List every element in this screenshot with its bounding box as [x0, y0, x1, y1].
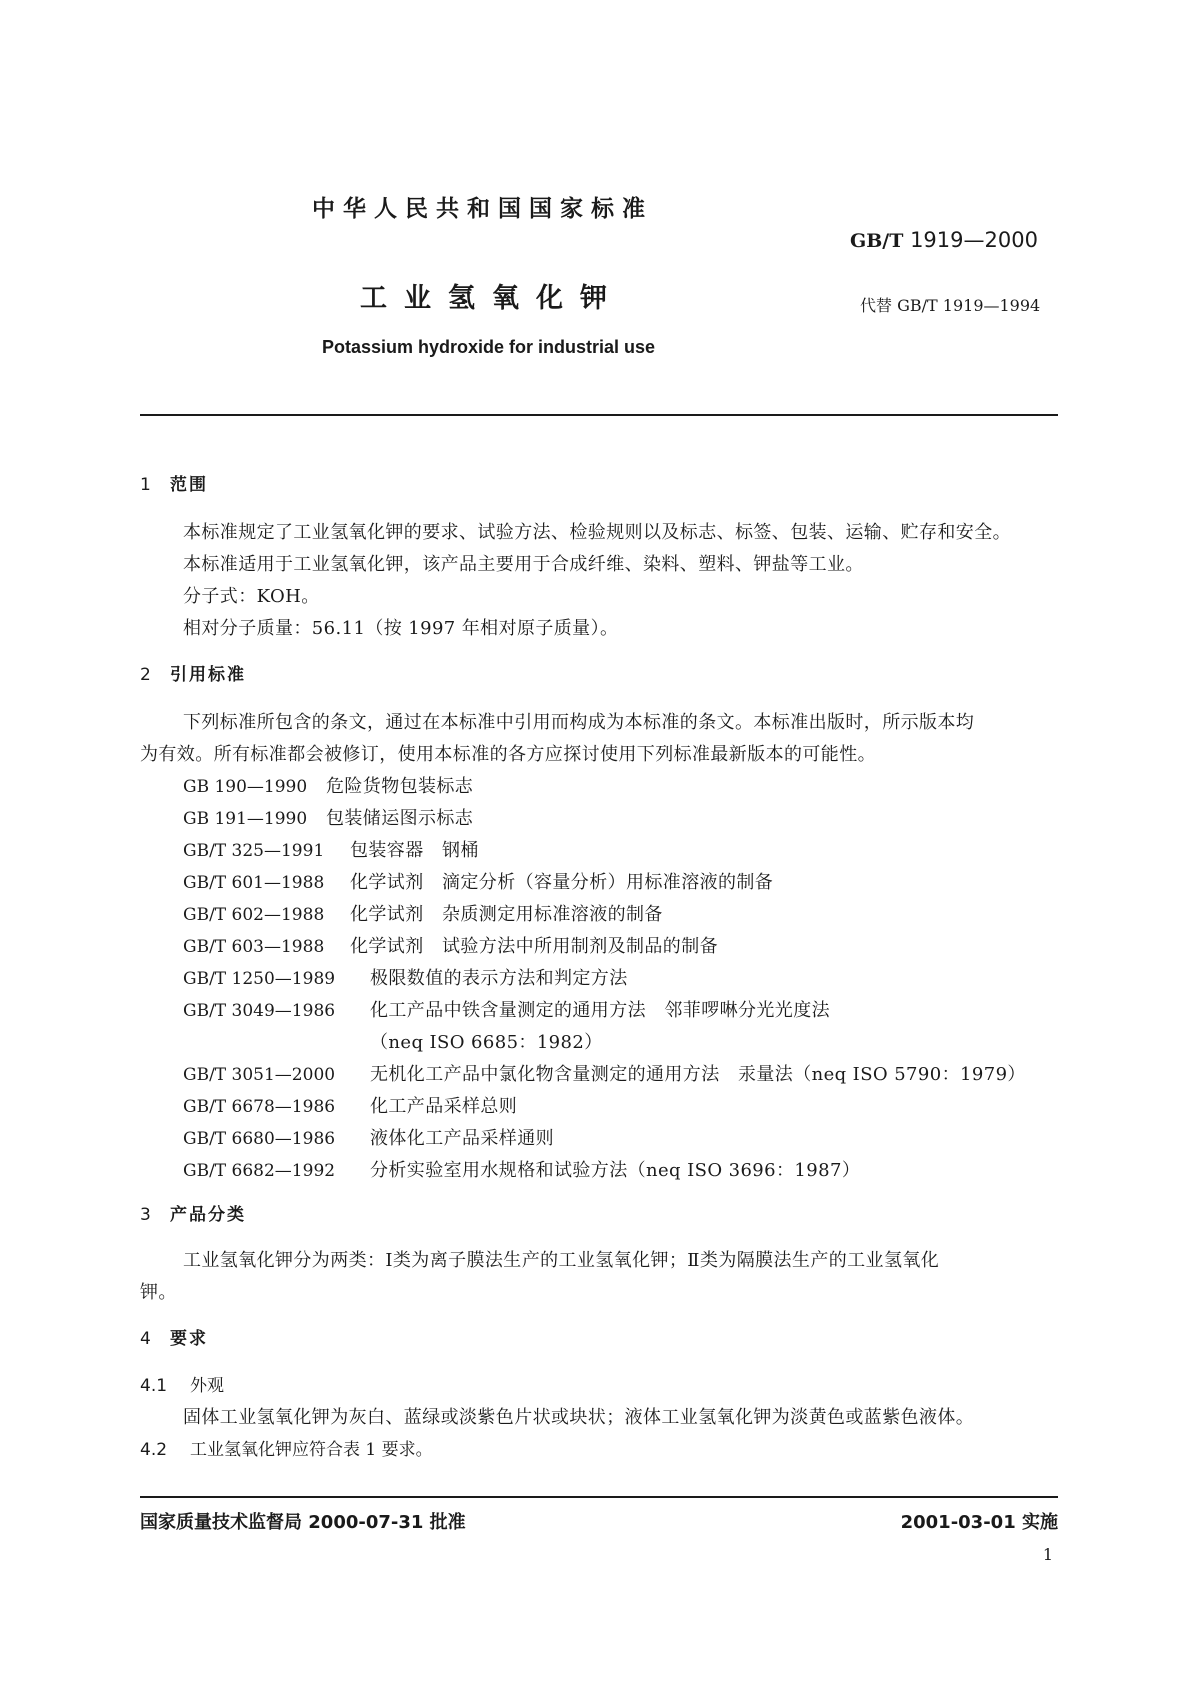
subsection-number: 4.1: [140, 1376, 168, 1396]
page-number: 1: [1042, 1545, 1053, 1564]
standard-code: [850, 228, 1038, 252]
reference-code: GB/T 1250—1989: [183, 969, 336, 989]
reference-row: [183, 772, 473, 798]
section-title: 要求: [170, 1329, 208, 1349]
reference-row: [183, 804, 473, 830]
section-title: 引用标准: [170, 665, 246, 685]
section-1-paragraph: 分子式：KOH。: [183, 586, 320, 607]
replaces-standard: 代替 GB/T 1919—1994: [860, 296, 1041, 315]
approval-note: 国家质量技术监督局 2000-07-31 批准: [140, 1512, 466, 1533]
reference-title: （neq ISO 6685：1982）: [370, 1032, 603, 1053]
subsection-4-1-paragraph: 固体工业氢氧化钾为灰白、蓝绿或淡紫色片状或块状；液体工业氢氧化钾为淡黄色或蓝紫色液体。: [183, 1407, 975, 1428]
implementation-date: 2001-03-01 实施: [900, 1512, 1058, 1533]
reference-code: GB/T 602—1988: [183, 905, 325, 925]
header-divider: [140, 414, 1058, 416]
reference-code: GB 191—1990: [183, 809, 308, 829]
section-number: 2: [140, 665, 151, 685]
reference-title: 化工产品中铁含量测定的通用方法 邻菲啰啉分光光度法: [370, 1000, 830, 1021]
section-number: 1: [140, 475, 151, 495]
reference-code: GB/T 325—1991: [183, 841, 325, 861]
reference-row-continued: [370, 1028, 603, 1054]
english-title: Potassium hydroxide for industrial use: [322, 337, 656, 357]
section-1-paragraph: 本标准规定了工业氢氧化钾的要求、试验方法、检验规则以及标志、标签、包装、运输、贮存和安全。: [183, 522, 1011, 543]
section-2-heading: [140, 660, 246, 685]
reference-row: [183, 1156, 860, 1182]
standard-type: 中华人民共和国国家标准: [312, 196, 653, 222]
reference-title: 分析实验室用水规格和试验方法（neq ISO 3696：1987）: [370, 1160, 861, 1181]
reference-row: [183, 1092, 517, 1118]
reference-title: 液体化工产品采样通则: [370, 1128, 554, 1149]
section-3-paragraph-continued: 钾。: [140, 1282, 177, 1303]
section-2-intro-continued: 为有效。所有标准都会被修订，使用本标准的各方应探讨使用下列标准最新版本的可能性。: [140, 744, 876, 765]
section-1-heading: [140, 470, 208, 495]
section-2-intro: 下列标准所包含的条文，通过在本标准中引用而构成为本标准的条文。本标准出版时，所示版本均: [183, 712, 975, 733]
reference-title: 危险货物包装标志: [326, 776, 474, 797]
reference-title: 包装容器 钢桶: [350, 840, 479, 861]
section-title: 范围: [170, 475, 208, 495]
reference-row: [183, 964, 628, 990]
reference-code: GB/T 601—1988: [183, 873, 325, 893]
reference-code: GB 190—1990: [183, 777, 308, 797]
section-3-heading: [140, 1200, 246, 1225]
reference-code: GB/T 603—1988: [183, 937, 325, 957]
subsection-4-2-heading: [140, 1435, 433, 1460]
document-title: 工业氢氧化钾: [360, 283, 624, 314]
section-4-heading: [140, 1324, 208, 1349]
reference-row: [183, 1124, 554, 1150]
reference-row: [183, 868, 773, 894]
reference-title: 包装储运图示标志: [326, 808, 474, 829]
standard-code-prefix: GB/T: [850, 230, 904, 252]
reference-code: GB/T 6680—1986: [183, 1129, 336, 1149]
reference-row: [183, 932, 718, 958]
section-1-paragraph: 本标准适用于工业氢氧化钾，该产品主要用于合成纤维、染料、塑料、钾盐等工业。: [183, 554, 864, 575]
section-1-paragraph: 相对分子质量：56.11（按 1997 年相对原子质量）。: [183, 618, 619, 639]
reference-title: 化学试剂 试验方法中所用制剂及制品的制备: [350, 936, 718, 957]
section-number: 4: [140, 1329, 151, 1349]
reference-row: [183, 996, 830, 1022]
subsection-4-1-heading: [140, 1371, 224, 1396]
reference-code: GB/T 6682—1992: [183, 1161, 336, 1181]
reference-title: 化学试剂 滴定分析（容量分析）用标准溶液的制备: [350, 872, 774, 893]
standard-code-number: 1919—2000: [910, 228, 1038, 252]
footer-divider: [140, 1496, 1058, 1498]
reference-row: [183, 1060, 1026, 1086]
reference-code: GB/T 3049—1986: [183, 1001, 336, 1021]
reference-title: 化学试剂 杂质测定用标准溶液的制备: [350, 904, 663, 925]
section-3-paragraph: 工业氢氧化钾分为两类：Ⅰ类为离子膜法生产的工业氢氧化钾；Ⅱ类为隔膜法生产的工业氢氧化: [183, 1250, 940, 1271]
reference-title: 化工产品采样总则: [370, 1096, 518, 1117]
subsection-text: 工业氢氧化钾应符合表 1 要求。: [190, 1440, 433, 1460]
section-title: 产品分类: [170, 1205, 246, 1225]
subsection-title: 外观: [190, 1376, 224, 1396]
reference-code: GB/T 6678—1986: [183, 1097, 336, 1117]
reference-title: 极限数值的表示方法和判定方法: [370, 968, 628, 989]
section-number: 3: [140, 1205, 151, 1225]
reference-code: GB/T 3051—2000: [183, 1065, 336, 1085]
reference-row: [183, 836, 479, 862]
subsection-number: 4.2: [140, 1440, 168, 1460]
reference-row: [183, 900, 663, 926]
reference-title: 无机化工产品中氯化物含量测定的通用方法 汞量法（neq ISO 5790：1979）: [370, 1064, 1026, 1085]
